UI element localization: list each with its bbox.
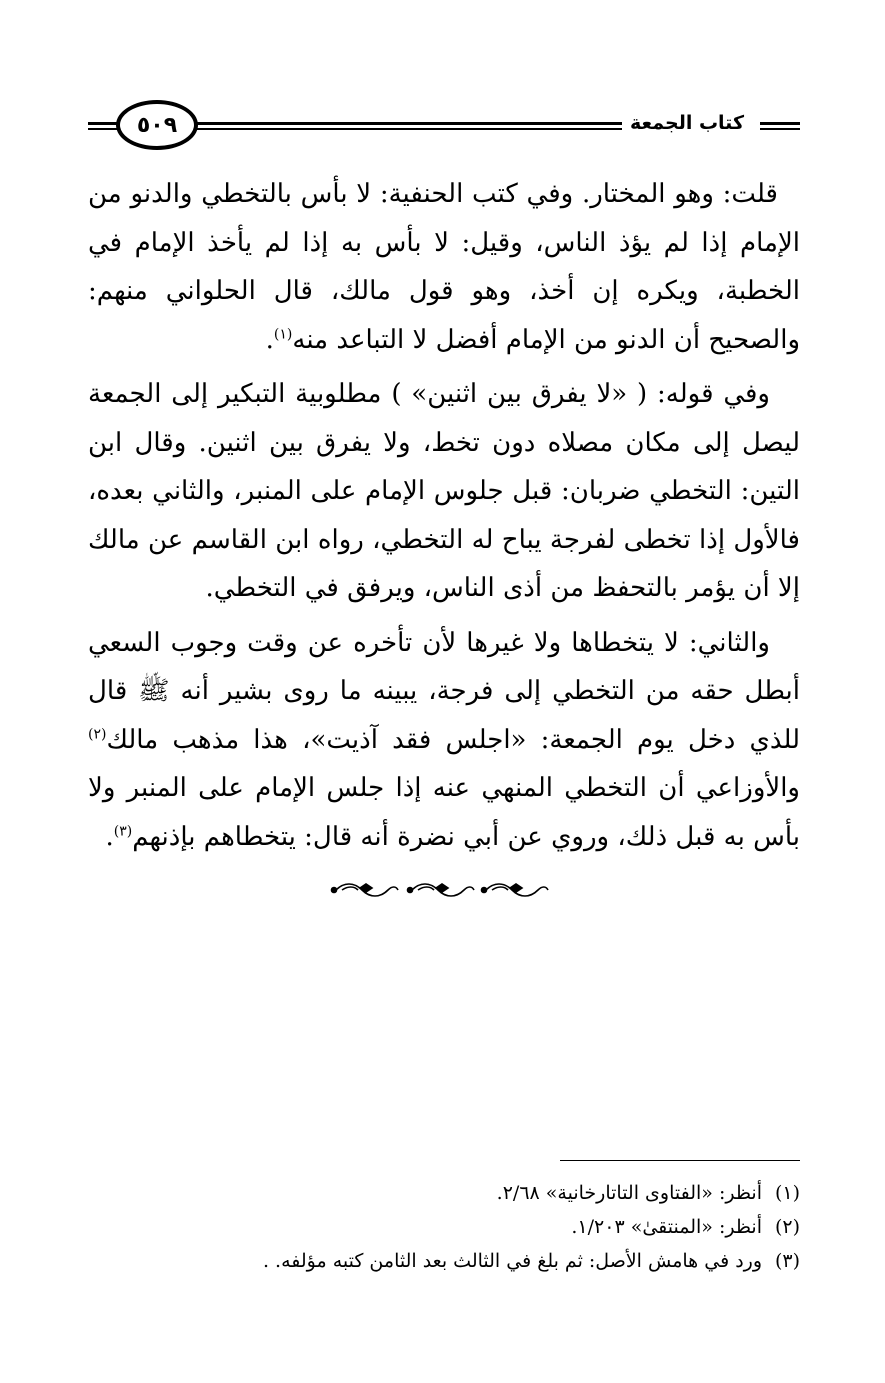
paragraph-1-text: قلت: وهو المختار. وفي كتب الحنفية: لا بأس بالتخطي والدنو من الإمام إذا لم يؤذ الناس، وقيل: لا بأس به إذا لم يأخذ الإمام في الخطبة، ويكره إن أخذ، وهو قول مالك، قال الحلواني منهم: والصحيح أن الدنو من الإمام أفضل لا التباعد منه [88, 179, 800, 355]
footnote-text: أنظر: «المنتقىٰ» ١/٢٠٣. [571, 1216, 762, 1238]
footnote-ref-2: (٢) [88, 725, 107, 742]
footnote-separator [560, 1160, 800, 1161]
paragraph-2: وفي قوله: ( «لا يفرق بين اثنين» ) مطلوبية التبكير إلى الجمعة ليصل إلى مكان مصلاه دون تخط، ولا يفرق بين اثنين. وقال ابن التين: التخطي ضربان: قبل جلوس الإمام على المنبر، والثاني بعده، فالأول إذا تخطى لفرجة يباح له التخطي، رواه ابن القاسم عن مالك إلا أن يؤمر بالتحفظ من أذى الناس، ويرفق في التخطي. [88, 379, 800, 603]
paragraph-1-end: . [265, 324, 274, 355]
footnote-2 [88, 1210, 800, 1244]
ornament-segment [482, 884, 549, 896]
page-header [88, 92, 800, 162]
header-rule-left [88, 122, 118, 132]
footnote-number: (٢) [774, 1216, 800, 1238]
chapter-title: كتاب الجمعة [622, 112, 752, 134]
header-rule-middle [188, 122, 688, 132]
page-number: ٥٠٩ [116, 100, 198, 150]
ornament-divider-icon [330, 878, 554, 902]
footnote-text: أنظر: «الفتاوى التاتارخانية» ٢/٦٨. [496, 1182, 762, 1204]
footnote-text: ورد في هامش الأصل: ثم بلغ في الثالث بعد الثامن كتبه مؤلفه. . [262, 1250, 762, 1272]
ornament-segment [332, 884, 399, 896]
footnote-number: (٣) [774, 1250, 800, 1272]
footnote-number: (١) [774, 1182, 800, 1204]
footnote-ref-3: (٣) [113, 822, 133, 839]
header-rule-right [760, 122, 800, 132]
footnote-3 [88, 1244, 800, 1278]
paragraph-3-text-b: والأوزاعي أن التخطي المنهي عنه إذا جلس الإمام على المنبر ولا بأس به قبل ذلك، وروي عن أبي نضرة أنه قال: يتخطاهم بإذنهم [88, 773, 800, 852]
footnote-1 [88, 1176, 800, 1210]
body-text [88, 170, 800, 867]
footnotes [88, 1176, 800, 1278]
footnote-ref-1: (١) [273, 325, 293, 342]
paragraph-3-text-a: والثاني: لا يتخطاها ولا غيرها لأن تأخره عن وقت وجوب السعي أبطل حقه من التخطي إلى فرجة، يبينه ما روى بشير أنه ﷺ قال للذي دخل يوم الجمعة: «اجلس فقد آذيت»، هذا مذهب مالك [88, 627, 800, 755]
paragraph-3 [88, 619, 800, 862]
paragraph-3-end: . [105, 821, 114, 852]
ornament-segment [408, 884, 475, 896]
paragraph-1 [88, 170, 800, 364]
